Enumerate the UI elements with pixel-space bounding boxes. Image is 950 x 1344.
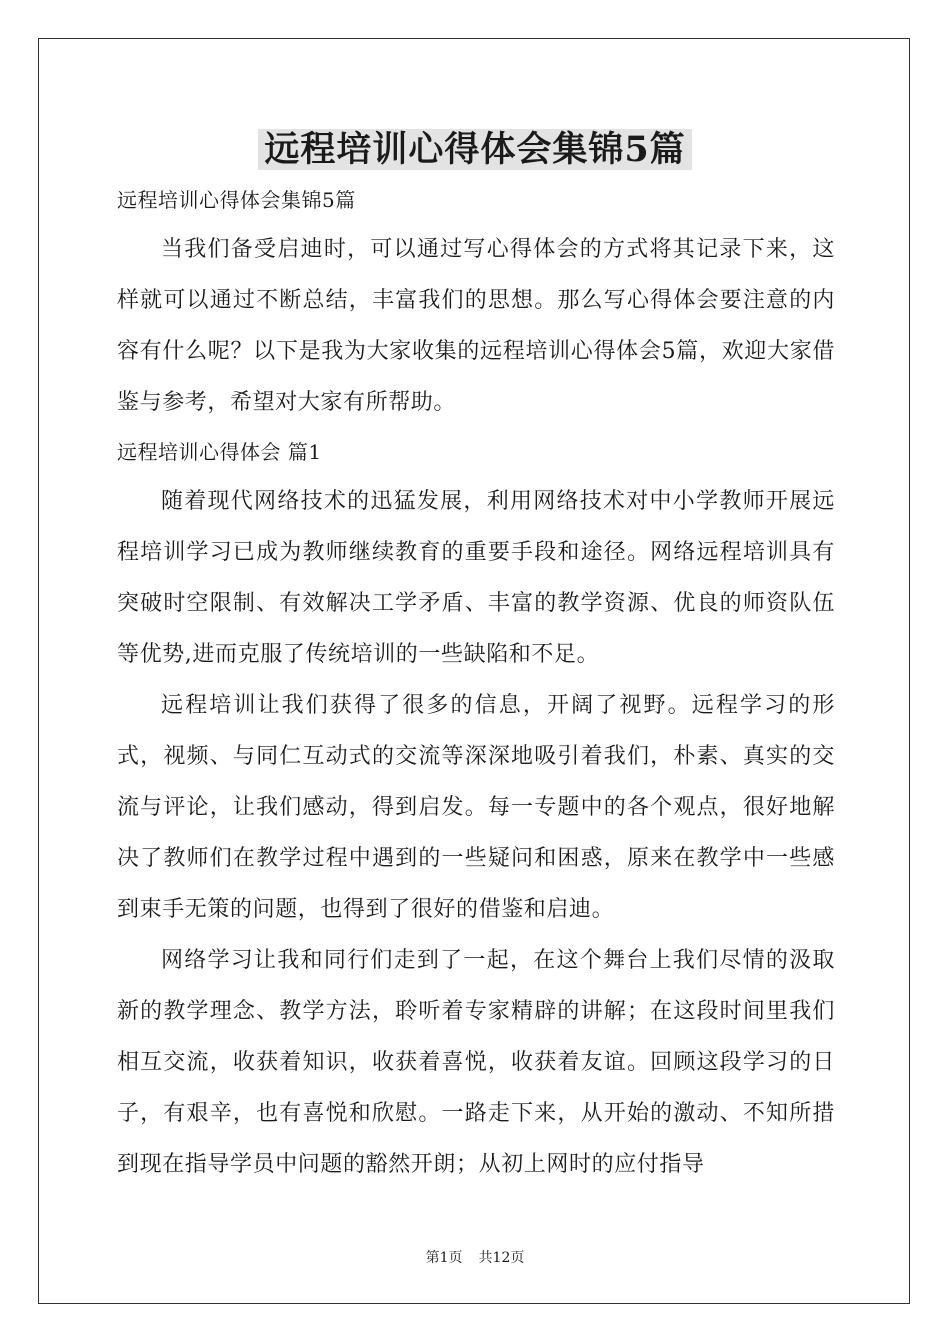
section-heading: 远程培训心得体会 篇1 xyxy=(117,440,322,464)
body-paragraph: 远程培训让我们获得了很多的信息，开阔了视野。远程学习的形式，视频、与同仁互动式的交流等深深地吸引着我们，朴素、真实的交流与评论，让我们感动，得到启发。每一专题中的各个观点，很好地解决了教师们在教学过程中遇到的一些疑问和困惑，原来在教学中一些感到束手无策的问题，也得到了很好的借鉴和启迪。 xyxy=(117,693,835,922)
body-paragraph: 随着现代网络技术的迅猛发展，利用网络技术对中小学教师开展远程培训学习已成为教师继续教育的重要手段和途径。网络远程培训具有突破时空限制、有效解决工学矛盾、丰富的教学资源、优良的师资队伍等优势,进而克服了传统培训的一些缺陷和不足。 xyxy=(117,489,835,667)
document-body xyxy=(117,176,835,1190)
document-title xyxy=(0,126,950,174)
document-subtitle: 远程培训心得体会集锦5篇 xyxy=(117,188,356,212)
body-paragraph: 网络学习让我和同行们走到了一起，在这个舞台上我们尽情的汲取新的教学理念、教学方法，聆听着专家精辟的讲解；在这段时间里我们相互交流，收获着知识，收获着喜悦，收获着友谊。回顾这段学习的日子，有艰辛，也有喜悦和欣慰。一路走下来，从开始的激动、不知所措到现在指导学员中问题的豁然开朗；从初上网时的应付指导 xyxy=(117,948,835,1177)
intro-paragraph: 当我们备受启迪时，可以通过写心得体会的方式将其记录下来，这样就可以通过不断总结，丰富我们的思想。那么写心得体会要注意的内容有什么呢？以下是我为大家收集的远程培训心得体会5篇，欢迎大家借鉴与参考，希望对大家有所帮助。 xyxy=(117,237,835,415)
page-total: 共12页 xyxy=(478,1250,525,1266)
document-title-text: 远程培训心得体会集锦5篇 xyxy=(258,129,691,170)
page-number: 第1页 xyxy=(425,1250,463,1266)
page-footer xyxy=(0,1248,950,1268)
